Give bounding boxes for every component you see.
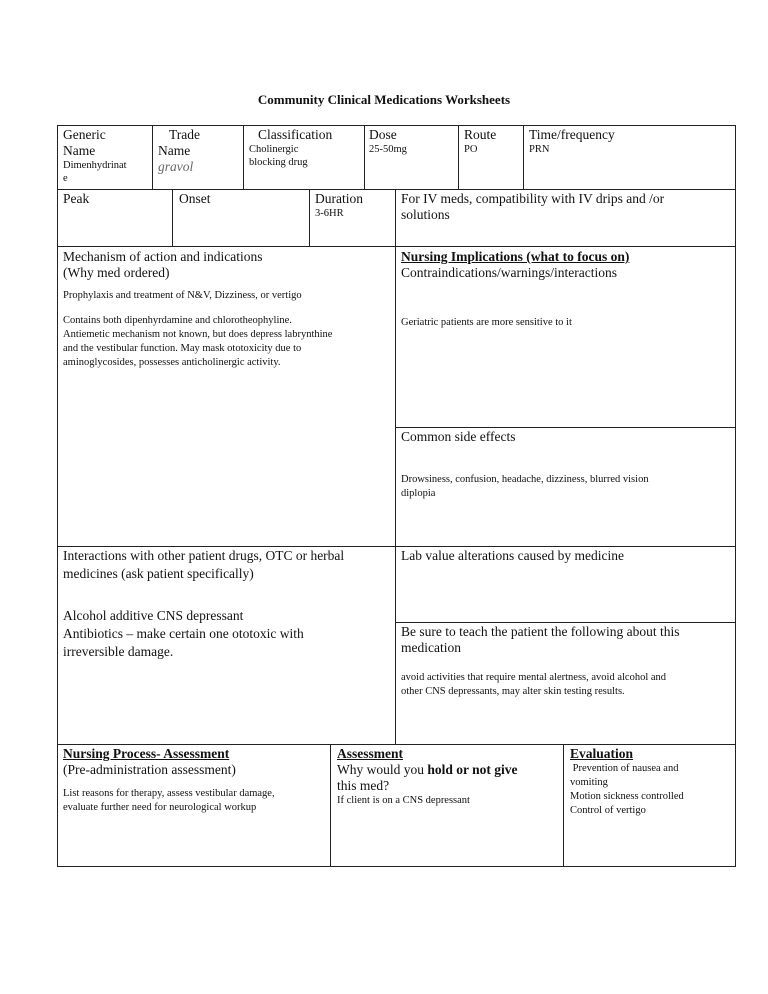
interactions-text: Alcohol additive CNS depressant <box>63 608 244 623</box>
classification-value-2: blocking drug <box>249 157 308 168</box>
nursing-process-cell <box>63 746 328 815</box>
time-frequency-value: PRN <box>529 144 550 155</box>
assessment-cell <box>337 746 561 808</box>
mechanism-text-line: aminoglycosides, possesses anticholinergic activity. <box>63 357 281 368</box>
contraindications-label: Contraindications/warnings/interactions <box>401 265 617 280</box>
trade-name-cell <box>158 127 242 175</box>
teaching-cell <box>401 624 734 699</box>
mechanism-text-line: and the vestibular function. May mask ototoxicity due to <box>63 343 302 354</box>
contraindications-text: Geriatric patients are more sensitive to it <box>401 317 572 328</box>
evaluation-heading: Evaluation <box>570 746 634 761</box>
assessment-question-bold: hold or not give <box>427 762 518 777</box>
page-title: Community Clinical Medications Worksheets <box>257 92 511 107</box>
interactions-text-3: irreversible damage. <box>63 644 174 659</box>
evaluation-text: Prevention of nausea and <box>570 763 679 774</box>
trade-name-label: Trade <box>169 127 201 142</box>
route-cell <box>464 127 522 157</box>
duration-value: 3-6HR <box>315 208 344 219</box>
mechanism-text-line: Antiemetic mechanism not known, but does depress labrynthine <box>63 329 333 340</box>
mechanism-indication: Prophylaxis and treatment of N&V, Dizziness, or vertigo <box>63 290 302 301</box>
dose-value: 25-50mg <box>369 144 407 155</box>
onset-label: Onset <box>179 191 211 206</box>
dose-label: Dose <box>369 127 397 142</box>
classification-value: Cholinergic <box>249 144 299 155</box>
trade-name-value: gravol <box>158 159 194 174</box>
teaching-label: Be sure to teach the patient the following about this <box>401 624 680 639</box>
nursing-implications-cell <box>401 249 734 330</box>
nursing-process-text-2: evaluate further need for neurological workup <box>63 802 257 813</box>
onset-cell <box>179 191 307 207</box>
nursing-process-text: List reasons for therapy, assess vestibular damage, <box>63 788 275 799</box>
route-value: PO <box>464 144 478 155</box>
mechanism-label: Mechanism of action and indications <box>63 249 263 264</box>
evaluation-cell <box>570 746 734 818</box>
generic-name-label: Generic <box>63 127 106 142</box>
mechanism-label-2: (Why med ordered) <box>63 265 170 280</box>
interactions-text-2: Antibiotics – make certain one ototoxic with <box>63 626 304 641</box>
side-effects-label: Common side effects <box>401 429 516 444</box>
side-effects-cell <box>401 429 734 501</box>
route-label: Route <box>464 127 497 142</box>
generic-name-value-2: e <box>63 173 68 184</box>
assessment-heading: Assessment <box>337 746 403 761</box>
teaching-label-2: medication <box>401 640 461 655</box>
iv-compatibility-cell <box>401 191 734 223</box>
teaching-text-2: other CNS depressants, may alter skin testing results. <box>401 686 625 697</box>
nursing-process-label: (Pre-administration assessment) <box>63 762 236 777</box>
interactions-label-2: medicines (ask patient specifically) <box>63 566 254 581</box>
interactions-cell <box>63 548 394 660</box>
evaluation-text-2: vomiting <box>570 777 608 788</box>
peak-cell <box>63 191 171 207</box>
iv-compatibility-label: For IV meds, compatibility with IV drips and /or <box>401 191 665 206</box>
classification-cell <box>249 127 363 169</box>
assessment-text: If client is on a CNS depressant <box>337 795 470 806</box>
lab-values-cell <box>401 548 734 564</box>
time-frequency-cell <box>529 127 734 157</box>
evaluation-text-4: Control of vertigo <box>570 805 646 816</box>
generic-name-cell <box>63 127 151 185</box>
side-effects-text: Drowsiness, confusion, headache, dizziness, blurred vision <box>401 474 649 485</box>
interactions-label: Interactions with other patient drugs, OTC or herbal <box>63 548 345 563</box>
mechanism-text-line: Contains both dipenhyrdamine and chlorotheophyline. <box>63 315 292 326</box>
mechanism-cell <box>63 249 394 370</box>
peak-label: Peak <box>63 191 90 206</box>
duration-label: Duration <box>315 191 363 206</box>
classification-label: Classification <box>258 127 333 142</box>
nursing-process-heading: Nursing Process- Assessment <box>63 746 230 761</box>
dose-cell <box>369 127 457 157</box>
trade-name-label-2: Name <box>158 143 191 158</box>
assessment-question-2: this med? <box>337 778 390 793</box>
evaluation-text-3: Motion sickness controlled <box>570 791 684 802</box>
assessment-question: Why would you <box>337 762 428 777</box>
iv-compatibility-label-2: solutions <box>401 207 450 222</box>
lab-values-label: Lab value alterations caused by medicine <box>401 548 625 563</box>
teaching-text: avoid activities that require mental alertness, avoid alcohol and <box>401 672 667 683</box>
duration-cell <box>315 191 393 221</box>
nursing-implications-heading: Nursing Implications (what to focus on) <box>401 249 630 264</box>
time-frequency-label: Time/frequency <box>529 127 615 142</box>
generic-name-label-2: Name <box>63 143 96 158</box>
side-effects-text-2: diplopia <box>401 488 436 499</box>
generic-name-value: Dimenhydrinat <box>63 160 127 171</box>
